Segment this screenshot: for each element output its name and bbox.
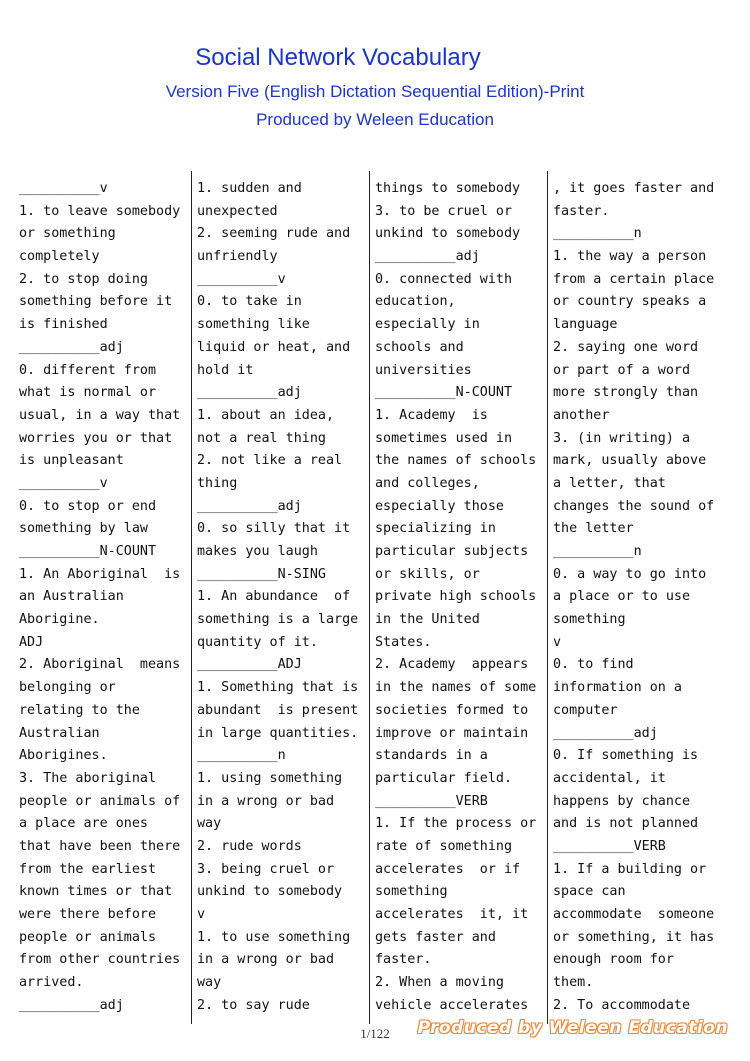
vocab-line: 1. If a building or <box>553 861 707 877</box>
vocab-line: 1. Academy is <box>375 407 488 423</box>
vocab-line: especially in <box>375 317 480 333</box>
vocab-line: schools and <box>375 339 464 355</box>
vocab-line: 0. to stop or end <box>19 498 157 514</box>
vocab-line: __________v <box>19 181 108 196</box>
vocab-line: __________N-COUNT <box>375 385 513 401</box>
vocab-line: __________adj <box>19 997 124 1013</box>
vocab-line: quantity of it. <box>197 634 318 650</box>
vocab-line: from the earliest <box>19 861 157 877</box>
vocab-line: __________adj <box>375 249 480 265</box>
vocab-line: another <box>553 407 610 423</box>
vocab-line: 0. connected with <box>375 271 513 287</box>
vocab-line: 1. about an idea, <box>197 407 335 423</box>
vocab-line: or skills, or <box>375 566 480 582</box>
vocab-line: education, <box>375 294 456 310</box>
vocab-line: 2. To accommodate <box>553 997 691 1013</box>
vocab-line: something before it <box>19 294 173 310</box>
vocab-line: especially those <box>375 498 504 514</box>
vocab-line: 2. rude words <box>197 838 302 854</box>
vocab-line: relating to the <box>19 702 140 718</box>
vocab-line: usual, in a way that <box>19 407 181 423</box>
vocab-line: States. <box>375 634 432 650</box>
page-subtitle: Version Five (English Dictation Sequential Edition)-Print <box>165 82 585 101</box>
vocab-line: __________adj <box>197 385 302 401</box>
vocab-line: __________ADJ <box>197 657 302 673</box>
vocab-line: 2. When a moving <box>375 975 504 991</box>
vocab-line: in a wrong or bad <box>197 952 335 968</box>
vocab-line: them. <box>553 975 594 991</box>
vocab-line: a letter, that <box>553 475 666 491</box>
vocab-line: universities <box>375 362 472 378</box>
vocab-line: or something <box>19 226 116 242</box>
vocab-line: hold it <box>197 362 254 378</box>
vocab-line: changes the sound of <box>553 498 715 514</box>
vocab-line: Australian <box>19 725 100 741</box>
vocab-line: 2. seeming rude and <box>197 226 351 242</box>
vocab-line: 3. The aboriginal <box>19 770 157 786</box>
vocab-line: thing <box>197 475 238 491</box>
vocab-line: __________VERB <box>553 838 666 854</box>
vocab-line: particular field. <box>375 770 513 786</box>
vocab-line: in a wrong or bad <box>197 793 335 809</box>
vocab-line: mark, usually above <box>553 453 707 469</box>
vocab-line: belonging or <box>19 680 116 696</box>
vocab-line: happens by chance <box>553 793 691 809</box>
vocab-line: vehicle accelerates <box>375 997 529 1013</box>
vocab-line: sometimes used in <box>375 430 513 446</box>
vocab-line: way <box>197 816 222 832</box>
vocab-line: liquid or heat, and <box>197 339 351 355</box>
vocab-line: way <box>197 975 222 991</box>
vocab-line: something <box>375 884 448 900</box>
vocab-line: 2. Aboriginal means <box>19 657 181 673</box>
vocab-line: 2. to say rude <box>197 997 310 1013</box>
vocab-line: , it goes faster and <box>553 181 715 196</box>
vocab-line: or part of a word <box>553 362 691 378</box>
vocab-line: the letter <box>553 521 634 537</box>
vocab-line: 3. being cruel or <box>197 861 335 877</box>
vocab-line: is unpleasant <box>19 453 124 469</box>
vocab-line: from other countries <box>19 952 181 968</box>
vocab-line: something by law <box>19 521 148 537</box>
vocab-line: 1. to use something <box>197 929 351 945</box>
vocab-line: __________adj <box>197 498 302 514</box>
vocab-line: 1. to leave somebody <box>19 203 181 219</box>
vocab-line: unkind to somebody <box>197 884 343 900</box>
vocab-line: something like <box>197 317 310 333</box>
vocab-line: is finished <box>19 317 108 333</box>
vocab-line: a place are ones <box>19 816 148 832</box>
producer-line: Produced by Weleen Education <box>256 110 494 129</box>
vocab-line: 0. to find <box>553 657 634 673</box>
vocab-line: __________v <box>197 271 286 287</box>
vocab-line: computer <box>553 702 618 718</box>
vocab-line: Aborigine. <box>19 612 100 628</box>
vocab-line: faster. <box>553 203 610 219</box>
vocab-line: __________N-SING <box>197 566 326 582</box>
vocab-line: were there before <box>19 907 157 922</box>
page-title: Social Network Vocabulary <box>195 44 481 71</box>
vocab-line: __________VERB <box>375 793 488 809</box>
vocab-line: something is a large <box>197 612 359 628</box>
vocab-column-3 <box>375 178 545 1017</box>
vocab-line: a place or to use <box>553 589 691 605</box>
vocab-line: arrived. <box>19 975 84 991</box>
vocab-line: 1. If the process or <box>375 816 537 832</box>
vocab-line: rate of something <box>375 838 513 854</box>
vocab-line: worries you or that <box>19 430 173 446</box>
vocab-line: 1. sudden and <box>197 181 302 196</box>
vocab-line: Aborigines. <box>19 748 108 764</box>
vocab-line: not a real thing <box>197 430 326 446</box>
vocab-line: accelerates it, it <box>375 907 529 922</box>
vocab-line: 1. the way a person <box>553 249 707 265</box>
vocab-line: makes you laugh <box>197 544 318 559</box>
vocab-line: in large quantities. <box>197 725 359 741</box>
vocab-line: 2. Academy appears <box>375 657 529 673</box>
vocab-column-2 <box>197 178 367 1017</box>
vocab-line: 2. to stop doing <box>19 271 148 287</box>
vocab-line: people or animals of <box>19 793 181 809</box>
vocab-line: __________n <box>197 748 286 764</box>
vocab-line: accelerates or if <box>375 861 521 877</box>
vocab-line: faster. <box>375 952 432 968</box>
vocab-line: people or animals <box>19 929 157 945</box>
vocab-line: space can <box>553 884 626 900</box>
vocab-line: or country speaks a <box>553 294 707 310</box>
vocab-line: societies formed to <box>375 702 529 718</box>
vocab-line: standards in a <box>375 748 488 764</box>
vocab-line: 0. If something is <box>553 748 699 764</box>
vocab-line: particular subjects <box>375 544 529 559</box>
vocab-column-1 <box>19 178 189 1017</box>
vocab-line: things to somebody <box>375 181 521 196</box>
vocab-line: the names of schools <box>375 453 537 469</box>
vocab-line: from a certain place <box>553 271 715 287</box>
vocab-line: what is normal or <box>19 385 157 401</box>
vocab-line: 1. An Aboriginal is <box>19 566 181 582</box>
vocab-line: __________adj <box>553 725 658 741</box>
vocab-line: 0. so silly that it <box>197 521 351 537</box>
watermark-text: Produced by Weleen Education <box>417 1018 728 1038</box>
vocab-line: unkind to somebody <box>375 226 521 242</box>
vocab-line: 0. to take in <box>197 294 302 310</box>
vocab-line: specializing in <box>375 521 496 537</box>
vocab-line: v <box>197 907 206 922</box>
vocab-line: accommodate someone <box>553 907 715 922</box>
vocab-line: unfriendly <box>197 249 278 265</box>
vocab-line: that have been there <box>19 838 181 854</box>
vocab-line: in the United <box>375 612 480 628</box>
vocab-line: and colleges, <box>375 475 480 491</box>
vocab-line: 2. not like a real <box>197 453 343 469</box>
vocab-line: language <box>553 317 618 333</box>
page-number: 1/122 <box>360 1026 390 1041</box>
vocab-line: 3. (in writing) a <box>553 430 691 446</box>
vocab-line: gets faster and <box>375 929 496 945</box>
vocab-line: private high schools <box>375 589 537 605</box>
column-divider <box>547 171 548 1024</box>
vocab-line: something <box>553 612 626 628</box>
vocab-line: __________adj <box>19 339 124 355</box>
vocab-line: more strongly than <box>553 385 699 401</box>
vocab-line: 3. to be cruel or <box>375 203 513 219</box>
vocab-line: v <box>553 634 562 650</box>
vocab-line: 0. different from <box>19 362 157 378</box>
vocab-line: __________n <box>553 226 642 242</box>
vocab-line: information on a <box>553 680 682 696</box>
vocab-line: abundant is present <box>197 702 359 718</box>
vocab-line: 1. An abundance of <box>197 589 351 605</box>
vocab-line: __________N-COUNT <box>19 544 157 559</box>
column-divider <box>369 171 370 1024</box>
vocab-line: an Australian <box>19 589 124 605</box>
vocab-line: and is not planned <box>553 816 699 832</box>
vocab-line: completely <box>19 249 100 265</box>
vocab-line: ADJ <box>19 634 44 650</box>
vocab-line: improve or maintain <box>375 725 529 741</box>
vocab-line: __________n <box>553 544 642 559</box>
vocab-line: in the names of some <box>375 680 537 696</box>
vocab-line: or something, it has <box>553 929 715 945</box>
vocab-line: 2. saying one word <box>553 339 699 355</box>
vocab-line: known times or that <box>19 884 173 900</box>
vocab-line: enough room for <box>553 952 674 968</box>
vocab-line: 0. a way to go into <box>553 566 707 582</box>
vocab-line: unexpected <box>197 203 278 219</box>
vocab-line: accidental, it <box>553 770 666 786</box>
vocab-line: 1. using something <box>197 770 343 786</box>
vocab-line: __________v <box>19 475 108 491</box>
vocab-column-4 <box>553 178 723 1017</box>
column-divider <box>191 171 192 1024</box>
vocab-line: 1. Something that is <box>197 680 359 696</box>
